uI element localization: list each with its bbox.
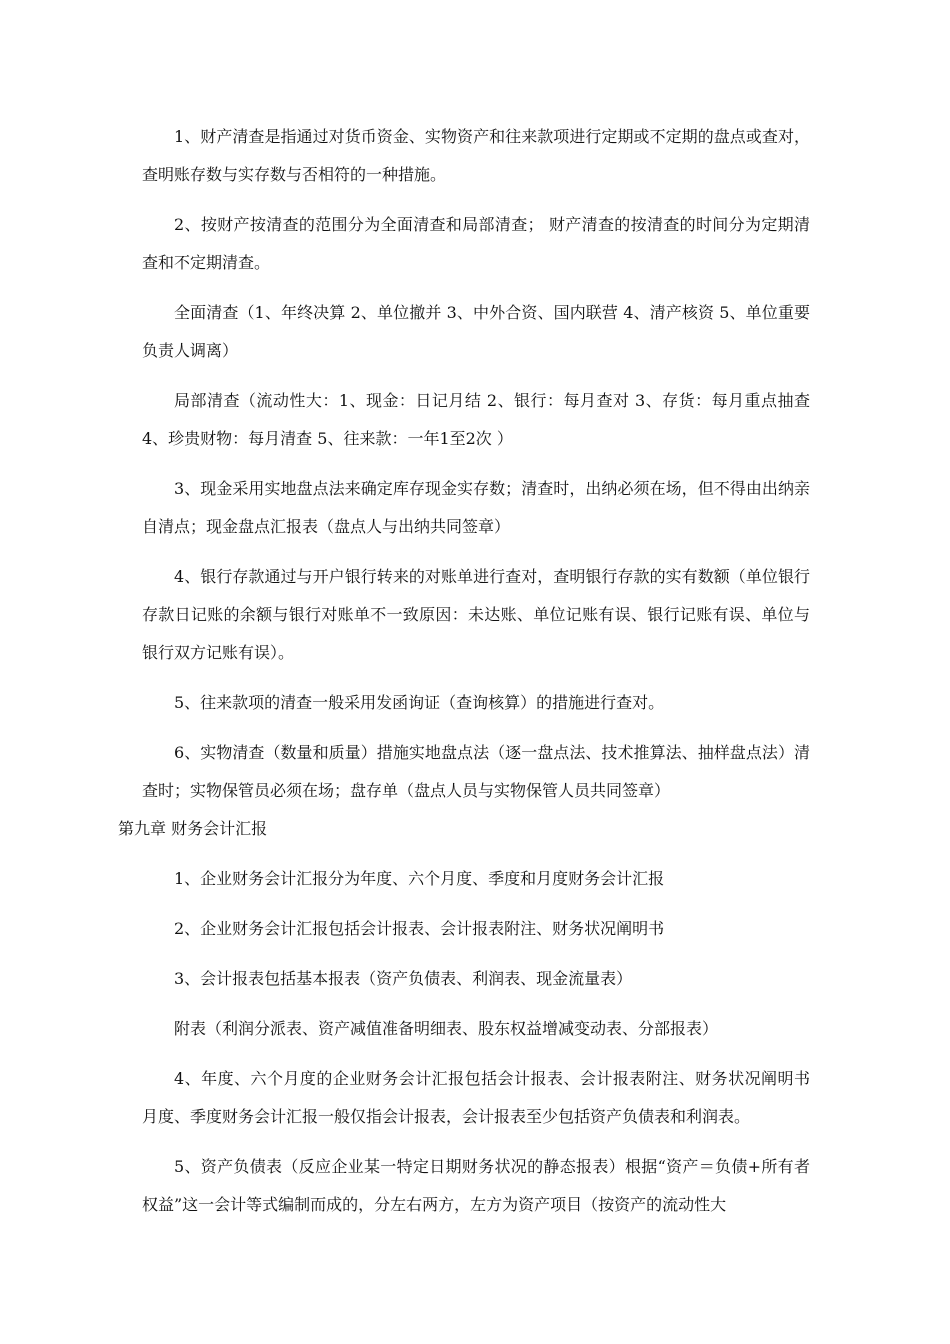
- paragraph-cash-inventory: 3、现金采用实地盘点法来确定库存现金实存数；清查时，出纳必须在场，但不得由出纳亲自清点；现金盘点汇报表（盘点人与出纳共同签章）: [142, 479, 810, 536]
- paragraph-basic-statements: 3、会计报表包括基本报表（资产负债表、利润表、现金流量表）: [174, 969, 633, 988]
- paragraph-supplementary-statements: 附表（利润分派表、资产减值准备明细表、股东权益增减变动表、分部报表）: [174, 1019, 719, 1038]
- paragraph-receivables-check: 5、往来款项的清查一般采用发函询证（查询核算）的措施进行查对。: [174, 693, 665, 712]
- paragraph-annual-reports: 4、年度、六个月度的企业财务会计汇报包括会计报表、会计报表附注、财务状况阐明书 月度、季度财务会计汇报一般仅指会计报表，会计报表至少包括资产负债表和利润表。: [142, 1069, 810, 1126]
- paragraph-property-inventory-definition: 1、财产清查是指通过对货币资金、实物资产和往来款项进行定期或不定期的盘点或查对，查明账存数与实存数与否相符的一种措施。: [142, 127, 810, 184]
- paragraph-physical-inventory: 6、实物清查（数量和质量）措施实地盘点法（逐一盘点法、技术推算法、抽样盘点法）清查时；实物保管员必须在场；盘存单（盘点人员与实物保管人员共同签章）: [142, 743, 810, 800]
- paragraph-full-inventory: 全面清查（1、年终决算 2、单位撤并 3、中外合资、国内联营 4、清产核资 5、单位重要负责人调离）: [142, 303, 810, 360]
- paragraph-partial-inventory: 局部清查（流动性大：1、现金：日记月结 2、银行：每月查对 3、存货：每月重点抽查 4、珍贵财物：每月清查 5、往来款：一年1至2次 ）: [142, 391, 810, 448]
- paragraph-inventory-scope: 2、按财产按清查的范围分为全面清查和局部清查； 财产清查的按清查的时间分为定期清查和不定期清查。: [142, 215, 810, 272]
- paragraph-bank-deposit-check: 4、银行存款通过与开户银行转来的对账单进行查对，查明银行存款的实有数额（单位银行存款日记账的余额与银行对账单不一致原因：未达账、单位记账有误、银行记账有误、单位与银行双方记账有误）。: [142, 567, 810, 662]
- paragraph-report-contents: 2、企业财务会计汇报包括会计报表、会计报表附注、财务状况阐明书: [174, 919, 665, 938]
- chapter-heading: 第九章 财务会计汇报: [118, 819, 268, 838]
- paragraph-report-periods: 1、企业财务会计汇报分为年度、六个月度、季度和月度财务会计汇报: [174, 869, 665, 888]
- paragraph-balance-sheet: 5、资产负债表（反应企业某一特定日期财务状况的静态报表）根据“资产＝负债+所有者权益”这一会计等式编制而成的，分左右两方，左方为资产项目（按资产的流动性大: [142, 1157, 810, 1214]
